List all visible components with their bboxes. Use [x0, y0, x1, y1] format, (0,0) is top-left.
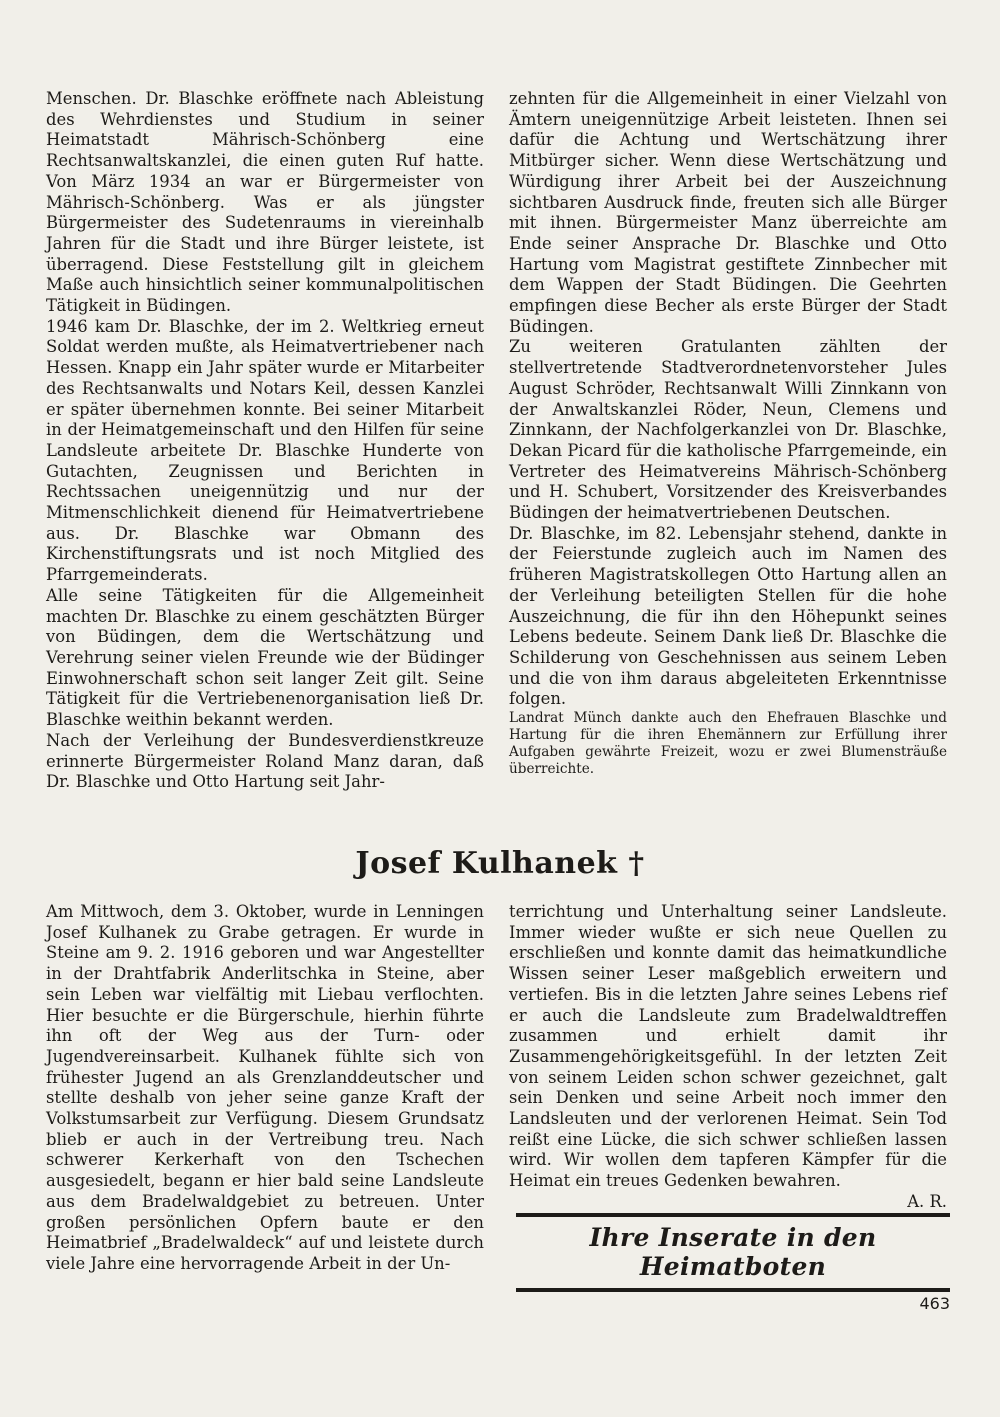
paragraph: zehnten für die Allgemeinheit in einer Vielzahl von Ämtern uneigennützige Arbeit leisteten. Ihnen sei dafür die Achtung und Wertschätzung ihrer Mitbürger sicher. Wenn diese Wertschätzung und Würdigung ihrer Arbeit bei der Auszeichnung sichtbaren Ausdruck finde, freuten sich alle Bürger mit ihnen. Bürgermeister Manz überreichte am Ende seiner Ansprache Dr. Blaschke und Otto Hartung vom Magistrat gestiftete Zinnbecher mit dem Wappen der Stadt Büdingen. Die Geehrten empfingen diese Becher als erste Bürger der Stadt Büdingen. [509, 89, 947, 336]
page-number: 463 [919, 1294, 950, 1313]
paragraph: Nach der Verleihung der Bundesverdienstkreuze erinnerte Bürgermeister Roland Manz daran, daß Dr. Blaschke und Otto Hartung seit Jahr- [46, 730, 484, 792]
paragraph: Dr. Blaschke, im 82. Lebensjahr stehend, dankte in der Feierstunde zugleich auch im Namen des früheren Magistratskollegen Otto Hartung allen an der Verleihung beteiligten Stellen für die hohe Auszeichnung, die für ihn den Höhepunkt seines Lebens bedeute. Seinem Dank ließ Dr. Blaschke die Schilderung von Geschehnissen aus seinem Leben und die von ihm daraus abgeleiteten Erkenntnisse folgen. [509, 523, 947, 709]
paragraph: 1946 kam Dr. Blaschke, der im 2. Weltkrieg erneut Soldat werden mußte, als Heimatvertriebener nach Hessen. Knapp ein Jahr später wurde er Mitarbeiter des Rechtsanwalts und Notars Keil, dessen Kanzlei er später übernehmen konnte. Bei seiner Mitarbeit in der Heimatgemeinschaft und den Hilfen für seine Landsleute arbeitete Dr. Blaschke Hunderte von Gutachten, Zeugnissen und Berichten in Rechtssachen uneigennützig und nur der Mitmenschlichkeit dienend für Heimatvertriebene aus. Dr. Blaschke war Obmann des Kirchenstiftungsrats und ist noch Mitglied des Pfarrgemeinderats. [46, 316, 484, 585]
paragraph: Zu weiteren Gratulanten zählten der stellvertretende Stadtverordnetenvorsteher Jules August Schröder, Rechtsanwalt Willi Zinnkann von der Anwaltskanzlei Röder, Neun, Clemens und Zinnkann, der Nachfolgerkanzlei von Dr. Blaschke, Dekan Picard für die katholische Pfarrgemeinde, ein Vertreter des Heimatvereins Mährisch-Schönberg und H. Schubert, Vorsitzender des Kreisverbandes Büdingen der heimatvertriebenen Deutschen. [509, 337, 947, 523]
advert-text: Ihre Inserate in den Heimatboten [589, 1223, 877, 1281]
paragraph: terrichtung und Unterhaltung seiner Landsleute. Immer wieder wußte er sich neue Quellen zu erschließen und konnte damit das heimatkundliche Wissen seiner Leser maßgeblich erweitern und vertiefen. Bis in die letzten Jahre seines Lebens rief er auch die Landsleute zum Bradelwaldtreffen zusammen und erhielt damit ihr Zusammengehörigkeitsgefühl. In der letzten Zeit von seinem Leiden schon schwer gezeichnet, galt sein Denken und seine Arbeit noch immer den Landsleuten und der verlorenen Heimat. Sein Tod reißt eine Lücke, die sich schwer schließen lassen wird. Wir wollen dem tapferen Kämpfer für die Heimat ein treues Gedenken bewahren. [509, 902, 947, 1191]
article1-column-right [509, 89, 947, 778]
article1-column-left [46, 89, 484, 793]
advert-box [516, 1213, 950, 1292]
article2-column-left [46, 902, 484, 1275]
paragraph: Menschen. Dr. Blaschke eröffnete nach Ableistung des Wehrdienstes und Studium in seiner Heimatstadt Mährisch-Schönberg eine Rechtsanwaltskanzlei, die einen guten Ruf hatte. Von März 1934 an war er Bürgermeister von Mährisch-Schönberg. Was er als jüngster Bürgermeister des Sudetenraums in viereinhalb Jahren für die Stadt und ihre Bürger leistete, ist überragend. Diese Feststellung gilt in gleichem Maße auch hinsichtlich seiner kommunalpolitischen Tätigkeit in Büdingen. [46, 89, 484, 316]
advert-rule-bottom [516, 1288, 950, 1292]
obituary-title: Josef Kulhanek † [355, 846, 645, 881]
signature: A. R. [907, 1191, 947, 1211]
paragraph: Am Mittwoch, dem 3. Oktober, wurde in Lenningen Josef Kulhanek zu Grabe getragen. Er wurde in Steine am 9. 2. 1916 geboren und war Angestellter in der Drahtfabrik Anderlitschka in Steine, aber sein Leben war vielfältig mit Liebau verflochten. Hier besuchte er die Bürgerschule, hierhin führte ihn oft der Weg aus der Turn- oder Jugendvereinsarbeit. Kulhanek fühlte sich von frühester Jugend an als Grenzlanddeutscher und stellte deshalb von jeher seine ganze Kraft der Volkstumsarbeit zur Verfügung. Diesem Grundsatz blieb er auch in der Vertreibung treu. Nach schwerer Kerkerhaft von den Tschechen ausgesiedelt, begann er hier bald seine Landsleute aus dem Bradelwaldgebiet zu betreuen. Unter großen persönlichen Opfern baute er den Heimatbrief „Bradelwaldeck“ auf und leistete durch viele Jahre eine hervorragende Arbeit in der Un- [46, 902, 484, 1273]
paragraph: Alle seine Tätigkeiten für die Allgemeinheit machten Dr. Blaschke zu einem geschätzten Bürger von Büdingen, dem die Wertschätzung und Verehrung seiner vielen Freunde wie der Büdinger Einwohnerschaft schon seit langer Zeit gilt. Seine Tätigkeit für die Vertriebenenorganisation ließ Dr. Blaschke weithin bekannt werden. [46, 585, 484, 730]
article2-column-right [509, 902, 947, 1213]
note-paragraph: Landrat Münch dankte auch den Ehefrauen Blaschke und Hartung für die ihren Ehemännern zur Erfüllung ihrer Aufgaben gewährte Freizeit, wozu er zwei Blumensträuße überreichte. [509, 710, 947, 778]
